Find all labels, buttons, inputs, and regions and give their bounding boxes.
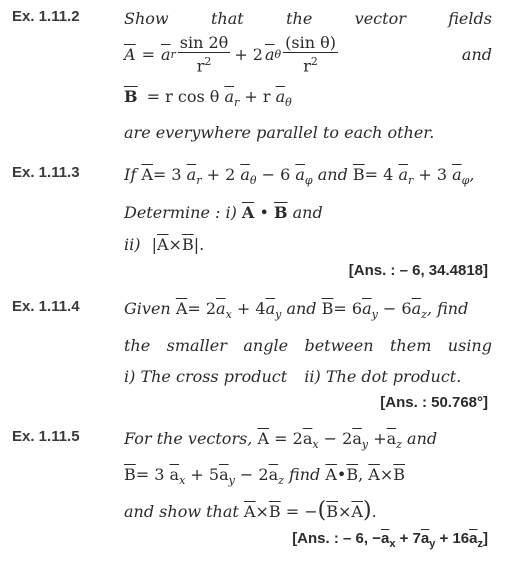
- unit-vector: $\overline{a}$: [160, 45, 171, 64]
- word: the: [286, 9, 313, 28]
- statement-line-2: Determine : i) $\overline{A}$ • $\overline{B}$ and: [124, 203, 323, 223]
- statement-line-2: the smaller angle between them using: [124, 336, 492, 356]
- exercise-label: Ex. 1.11.5: [12, 428, 80, 445]
- statement-line-3: ii) $|\overline{A}\times\overline{B}|$.: [124, 235, 205, 255]
- statement-line-2: $\overline{B}= 3$ $\overline{a}_x + 5\overline{a}_y - 2\overline{a}_z$ find $\overline{A}•\overline{B}$, $\overline{A}\times\overline{B}$: [124, 465, 406, 488]
- word: Show: [124, 9, 169, 28]
- exercise-body: [124, 428, 492, 523]
- exercise-label: Ex. 1.11.3: [12, 164, 80, 181]
- statement-line-3: are everywhere parallel to each other.: [124, 123, 435, 143]
- exercise-body: [124, 8, 492, 144]
- equation-B: $\overline{B} = r$ cos θ $\overline{a}_r + r$ $\overline{a}_\theta$: [124, 87, 292, 110]
- exercise-body: [124, 164, 492, 256]
- exercise-label: Ex. 1.11.2: [12, 8, 80, 25]
- fraction-1: $\frac{\sin 2\theta}{r^2}$: [179, 33, 229, 76]
- exercise-body: [124, 298, 492, 388]
- answer: [Ans. : 50.768°]: [380, 394, 488, 411]
- statement-line-1: Given $\overline{A}= 2\overline{a}_x + 4\overline{a}_y$ and $\overline{B}= 6\overline{a}_y - 6\overline{a}_z$, find: [124, 299, 469, 322]
- equation-A: $\overline{A}$ = $\overline{a}$ r $\frac{\sin 2\theta}{r^2}$ + 2 $\overline{a}$ θ $\frac{\text{(sin θ)}}{r^2}$ and: [124, 33, 492, 76]
- word: fields: [448, 9, 492, 28]
- fraction-2: $\frac{\text{(sin θ)}}{r^2}$: [285, 33, 336, 76]
- exercise-label: Ex. 1.11.4: [12, 298, 80, 315]
- answer: [Ans. : – 6, $-\overline{a}_x + 7\overline{a}_y + 16\overline{a}_z$]: [292, 530, 488, 550]
- answer: [Ans. : – 6, 34.4818]: [348, 262, 488, 279]
- statement-line-3: i) The cross product ii) The dot product.: [124, 367, 462, 387]
- word: that: [210, 9, 244, 28]
- statement-line-1: [124, 8, 492, 30]
- word: vector: [354, 9, 406, 28]
- vector-A: $\overline{A}$: [124, 45, 136, 64]
- vector-B: $\overline{B}$: [124, 87, 138, 106]
- statement-line-3: and show that $\overline{A}\times\overline{B} = -(\overline{B}\times\overline{A})$.: [124, 498, 377, 524]
- statement-line-1: If $\overline{A}= 3$ $\overline{a}_r + 2$ $\overline{a}_\theta - 6$ $\overline{a}_\varphi$ and $\overline{B}= 4$ $\overline{a}_r + 3$ $\overline{a}_\varphi$,: [124, 165, 475, 188]
- unit-vector: $\overline{a}$: [264, 45, 275, 64]
- statement-line-1: For the vectors, $\overline{A} = 2\overline{a}_x - 2\overline{a}_y +\overline{a}_z$ and: [124, 429, 438, 452]
